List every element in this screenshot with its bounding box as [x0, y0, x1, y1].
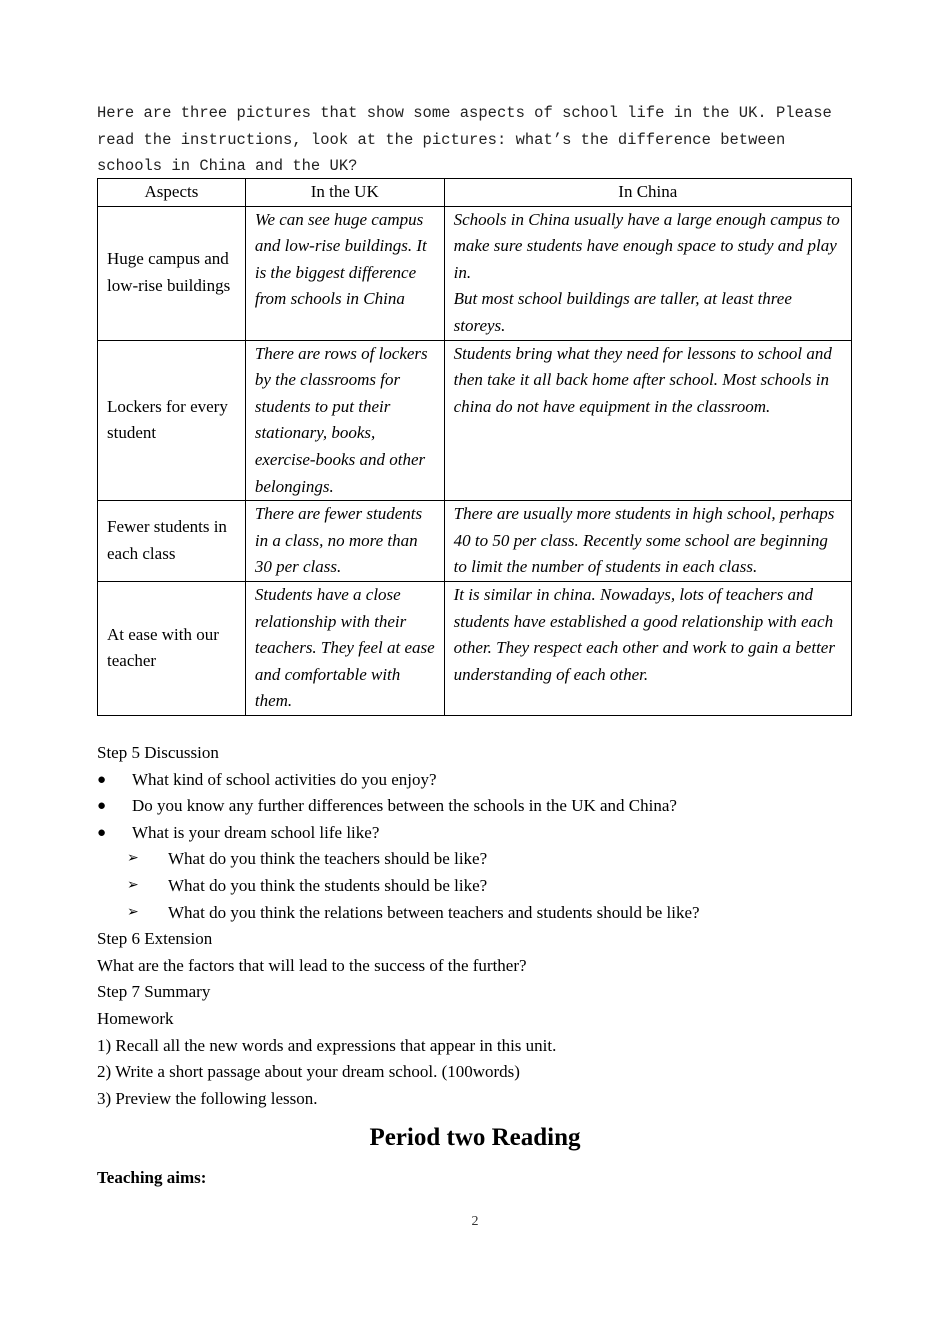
list-item [97, 793, 857, 820]
homework-item: 2) Write a short passage about your dream school. (100words) [97, 1062, 520, 1082]
sub-list-item [97, 900, 857, 927]
aspect-cell: At ease with our teacher [98, 581, 246, 715]
list-item [97, 820, 857, 847]
section-heading: Period two Reading [369, 1124, 581, 1151]
sub-item-text: What do you think the students should be like? [168, 875, 488, 895]
header-uk: In the UK [245, 179, 444, 207]
homework-item: 3) Preview the following lesson. [97, 1088, 318, 1108]
page-number: 2 [471, 1214, 479, 1229]
china-cell: It is similar in china. Nowadays, lots of teachers and students have established a good relationship with each other. They respect each other and work to gain a better understanding of each other. [444, 581, 851, 715]
sub-list-item [97, 873, 857, 900]
list-item [97, 767, 857, 794]
table-row [98, 206, 852, 340]
homework-title: Homework [97, 1008, 174, 1028]
bullet-icon: ● [97, 824, 107, 841]
sub-item-text: What do you think the teachers should be like? [168, 849, 488, 869]
uk-cell: We can see huge campus and low-rise buildings. It is the biggest difference from schools in China [245, 206, 444, 340]
step7-title: Step 7 Summary [97, 982, 211, 1002]
table-row [98, 581, 852, 715]
step6-title: Step 6 Extension [97, 929, 213, 949]
sub-list-item [97, 846, 857, 873]
header-china: In China [444, 179, 851, 207]
arrow-icon: ➢ [127, 877, 139, 893]
lesson-steps [97, 740, 857, 1112]
uk-cell: There are fewer students in a class, no more than 30 per class. [245, 501, 444, 582]
header-aspects: Aspects [98, 179, 246, 207]
china-text: Schools in China usually have a large enough campus to make sure students have enough space to study and play in. [453, 209, 840, 282]
uk-cell: There are rows of lockers by the classrooms for students to put their stationary, books, exercise-books and other belongings. [245, 340, 444, 501]
arrow-icon: ➢ [127, 904, 139, 920]
table-row [98, 340, 852, 501]
china-text: But most school buildings are taller, at least three storeys. [453, 289, 792, 335]
uk-cell: Students have a close relationship with their teachers. They feel at ease and comfortable with them. [245, 581, 444, 715]
china-cell: Students bring what they need for lessons to school and then take it all back home after school. Most schools in china do not have equipment in the classroom. [444, 340, 851, 501]
aspect-cell: Lockers for every student [98, 340, 246, 501]
table-row [98, 501, 852, 582]
sub-item-text: What do you think the relations between teachers and students should be like? [168, 902, 700, 922]
bullet-icon: ● [97, 798, 107, 815]
bullet-text: Do you know any further differences between the schools in the UK and China? [132, 796, 677, 816]
teaching-aims-label: Teaching aims: [97, 1168, 207, 1187]
china-cell [444, 206, 851, 340]
bullet-text: What is your dream school life like? [132, 822, 380, 842]
arrow-icon: ➢ [127, 851, 139, 867]
comparison-table [97, 178, 852, 716]
bullet-text: What kind of school activities do you enjoy? [132, 769, 437, 789]
china-cell: There are usually more students in high school, perhaps 40 to 50 per class. Recently some school are beginning to limit the number of students in each class. [444, 501, 851, 582]
bullet-icon: ● [97, 771, 107, 788]
aspect-cell: Huge campus and low-rise buildings [98, 206, 246, 340]
aspect-cell: Fewer students in each class [98, 501, 246, 582]
step6-text: What are the factors that will lead to the success of the further? [97, 955, 527, 975]
homework-item: 1) Recall all the new words and expressions that appear in this unit. [97, 1035, 557, 1055]
table-header-row [98, 179, 852, 207]
intro-paragraph: Here are three pictures that show some aspects of school life in the UK. Please read the instructions, look at the pictures: what’s the difference between schools in China and the UK? [97, 104, 832, 175]
step5-title: Step 5 Discussion [97, 743, 219, 762]
